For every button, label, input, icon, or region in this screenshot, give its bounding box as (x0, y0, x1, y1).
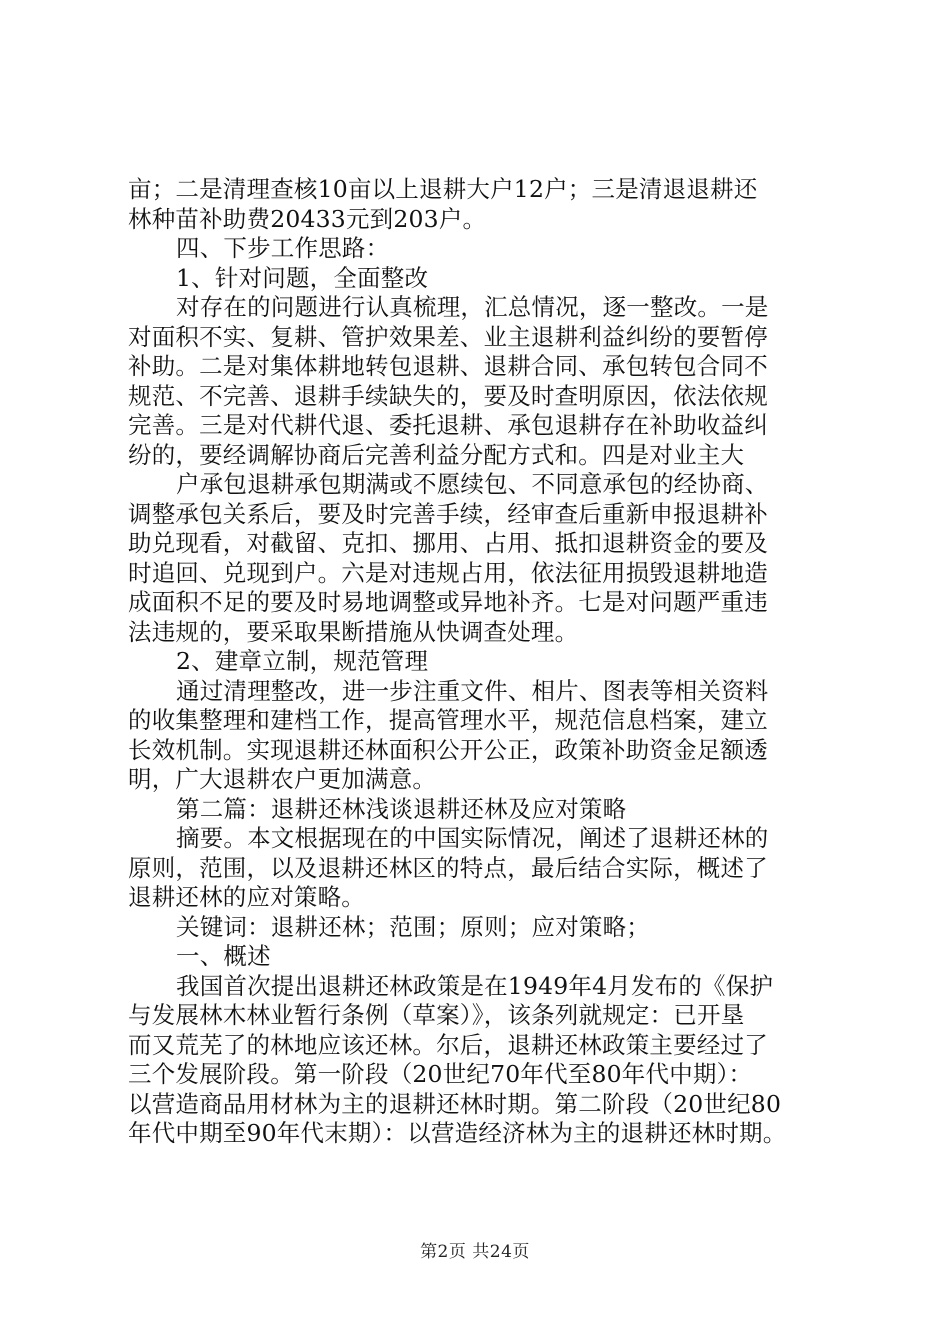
keywords-line: 关键词：退耕还林；范围；原则；应对策略； (176, 912, 650, 941)
text-line-12: 调整承包关系后，要及时完善手续，经审查后重新申报退耕补 (128, 499, 768, 528)
text-line-7: 补助。二是对集体耕地转包退耕、退耕合同、承包转包合同不 (128, 352, 768, 380)
text-line-11: 户承包退耕承包期满或不愿续包、不同意承包的经协商、 (176, 470, 769, 498)
subheading-rectification: 1、针对问题，全面整改 (176, 263, 429, 292)
text-line-10: 纷的，要经调解协商后完善利益分配方式和。四是对业主大 (128, 440, 745, 469)
section-heading-overview: 一、概述 (176, 942, 271, 970)
text-line-8: 规范、不完善、退耕手续缺失的，要及时查明原因，依法依规 (128, 381, 768, 410)
chapter-title-part-two: 第二篇：退耕还林浅谈退耕还林及应对策略 (176, 794, 627, 823)
text-line-29: 与发展林木林业暂行条例（草案）》，该条列就规定：已开垦 (128, 1001, 745, 1029)
text-line-14: 时追回、兑现到户。六是对违规占用，依法征用损毁退耕地造 (128, 558, 768, 587)
subheading-regulations: 2、建章立制，规范管理 (176, 647, 429, 675)
text-line-30: 而又荒芜了的林地应该还林。尔后，退耕还林政策主要经过了 (128, 1030, 768, 1059)
text-line-9: 完善。三是对代耕代退、委托退耕、承包退耕存在补助收益纠 (128, 411, 768, 439)
abstract-line-1: 摘要。本文根据现在的中国实际情况，阐述了退耕还林的 (176, 824, 769, 852)
text-line-28: 我国首次提出退耕还林政策是在1949年4月发布的《保护 (176, 971, 774, 1000)
page-footer (0, 1240, 950, 1264)
text-line-15: 成面积不足的要及时易地调整或异地补齐。七是对问题严重违 (128, 588, 768, 616)
text-line-6: 对面积不实、复耕、管护效果差、业主退耕利益纠纷的要暂停 (128, 322, 768, 351)
text-line-1: 亩；二是清理查核10亩以上退耕大户12户；三是清退退耕还 (128, 175, 758, 203)
section-heading-next-steps: 四、下步工作思路： (176, 234, 390, 262)
text-line-32: 以营造商品用材林为主的退耕还林时期。第二阶段（20世纪80 (128, 1089, 782, 1118)
text-line-21: 明，广大退耕农户更加满意。 (128, 765, 437, 793)
abstract-line-3: 退耕还林的应对策略。 (128, 883, 365, 911)
text-line-13: 助兑现看，对截留、克扣、挪用、占用、抵扣退耕资金的要及 (128, 529, 768, 557)
text-line-31: 三个发展阶段。第一阶段（20世纪70年代至80年代中期）： (128, 1060, 753, 1088)
text-line-20: 长效机制。实现退耕还林面积公开公正，政策补助资金足额透 (128, 735, 768, 764)
text-line-5: 对存在的问题进行认真梳理，汇总情况，逐一整改。一是 (176, 293, 769, 321)
abstract-line-2: 原则，范围，以及退耕还林区的特点，最后结合实际，概述了 (128, 853, 768, 882)
document-body (128, 175, 833, 1149)
text-line-33: 年代中期至90年代末期）：以营造经济林为主的退耕还林时期。 (128, 1119, 787, 1147)
page-number-label: 第2页 共24页 (420, 1242, 530, 1262)
text-line-19: 的收集整理和建档工作，提高管理水平，规范信息档案，建立 (128, 706, 768, 734)
text-line-16: 法违规的，要采取果断措施从快调查处理。 (128, 617, 579, 646)
text-line-18: 通过清理整改，进一步注重文件、相片、图表等相关资料 (176, 676, 769, 705)
text-line-2: 林种苗补助费20433元到203户。 (128, 204, 487, 233)
